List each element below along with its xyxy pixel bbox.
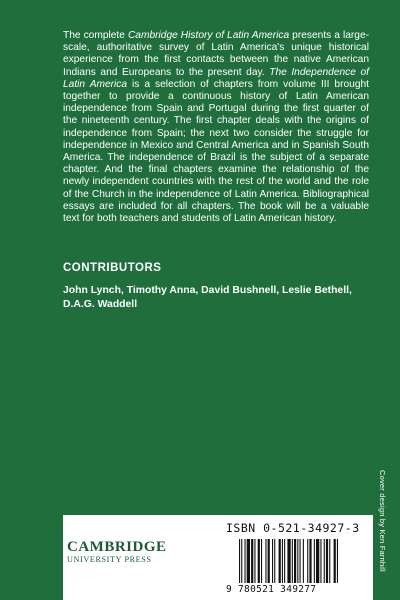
barcode-bar <box>329 539 330 583</box>
barcode-bar <box>303 539 304 583</box>
barcode-bar <box>241 539 242 583</box>
barcode-bar <box>287 539 290 583</box>
barcode-bar <box>282 539 283 583</box>
series-title: Cambridge History of Latin America <box>127 30 290 41</box>
barcode-bar <box>254 539 255 583</box>
barcode-bar <box>300 539 301 583</box>
barcode-bar <box>334 539 336 583</box>
barcode-bar <box>272 539 273 583</box>
publisher-logo <box>67 539 185 565</box>
barcode-digits: 9 780521 349277 <box>226 584 317 595</box>
contributors-heading: CONTRIBUTORS <box>63 262 162 274</box>
blurb-text: is a selection of chapters from volume III brought together to provide a continuous history of Latin American independence from Spain and Portugal during the first quarter of the nineteenth century. The first chapter deals with the origins of independence from Spain; the next two consider the struggle for independence in Mexico and Central America and in Spanish South America. The independence of Brazil is the subject of a separate chapter. And the final chapters examine the relationship of the newly independent countries with the rest of the world and the role of the Church in the independence of Latin America. Bibliographical essays are included for all chapters. The book will be a valuable text for both teachers and students of Latin American history. <box>63 78 369 225</box>
barcode-bar <box>251 539 253 583</box>
barcode-bar <box>337 539 338 583</box>
barcode-bar <box>324 539 325 583</box>
barcode-bar <box>292 539 293 583</box>
barcode-bar <box>268 539 270 583</box>
contributors-line: D.A.G. Waddell <box>63 299 138 310</box>
publisher-subname: UNIVERSITY PRESS <box>67 555 152 564</box>
barcode-bar <box>294 539 296 583</box>
barcode-bar <box>309 539 311 583</box>
barcode-bar <box>316 539 319 583</box>
barcode-bar <box>274 539 275 583</box>
barcode-bar <box>261 539 262 583</box>
cover-credit <box>378 470 390 590</box>
barcode-bar <box>245 539 246 583</box>
barcode-bar <box>247 539 250 583</box>
barcode-bar <box>320 539 321 583</box>
barcode-bar <box>314 539 315 583</box>
contributors-list <box>63 284 369 312</box>
barcode-bar <box>326 539 328 583</box>
barcode <box>239 539 364 583</box>
barcode-bar <box>279 539 281 583</box>
book-title: The Independence of Latin America <box>63 66 370 90</box>
blurb-text: presents a large-scale, authoritative survey of Latin America's unique historical experience from the first contacts between the native American Indians and Europeans to the present day. <box>63 30 370 78</box>
publisher-name: CAMBRIDGE <box>67 539 167 555</box>
isbn-text: ISBN 0-521-34927-3 <box>226 521 360 535</box>
back-panel <box>63 515 373 600</box>
barcode-bar <box>265 539 266 583</box>
blurb-text: The complete <box>63 30 128 41</box>
blurb <box>63 30 369 225</box>
barcode-bar <box>258 539 260 583</box>
contributors-line: John Lynch, Timothy Anna, David Bushnell, Leslie Bethell, <box>63 285 352 296</box>
barcode-bar <box>297 539 298 583</box>
barcode-bar <box>239 539 240 583</box>
cover-credit-text: Cover design by Ken Farnhill <box>378 470 387 572</box>
barcode-bar <box>284 539 285 583</box>
blurb-paragraph <box>63 30 369 225</box>
barcode-bar <box>307 539 308 583</box>
